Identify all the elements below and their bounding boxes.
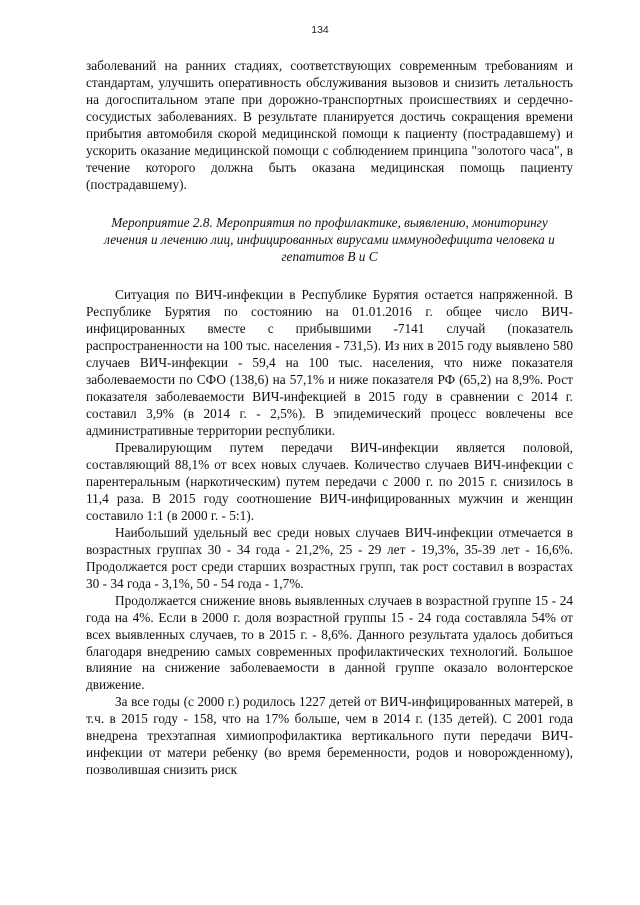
paragraph-hiv-situation: Ситуация по ВИЧ-инфекции в Республике Бурятия остается напряженной. В Республике Бурятия по состоянию на 01.01.2016 г. общее число ВИЧ-инфицированных вместе с прибывшими -7141 случай (показатель распространенности на 100 тыс. населения - 731,5). Из них в 2015 году выявлено 580 случаев ВИЧ-инфекции - 59,4 на 100 тыс. населения, что ниже показателя заболеваемости по СФО (138,6) на 57,1% и ниже показателя РФ (65,2) на 8,9%. Рост показателя заболеваемости ВИЧ-инфекцией в 2015 году в сравнении с 2014 г. составил 3,9% (в 2014 г. - 2,5%). В эпидемический процесс вовлечены все административные территории республики. (86, 287, 573, 439)
paragraph-transmission-route: Превалирующим путем передачи ВИЧ-инфекции является половой, составляющий 88,1% от всех новых случаев. Количество случаев ВИЧ-инфекции с парентеральным (наркотическим) путем передачи с 2000 г. по 2015 г. снизилось в 11,4 раза. В 2015 году соотношение ВИЧ-инфицированных мужчин и женщин составило 1:1 (в 2000 г. - 5:1). (86, 440, 573, 523)
paragraph-continuation: заболеваний на ранних стадиях, соответствующих современным требованиям и стандартам, улучшить оперативность обслуживания вызовов и снизить летальность на догоспитальном этапе при дорожно-транспортных происшествиях и сердечно-сосудистых заболеваниях. В результате планируется достичь сокращения времени прибытия автомобиля скорой медицинской помощи к пациенту (пострадавшему) и ускорить оказание медицинской помощи с соблюдением принципа "золотого часа", в течение которого должна быть оказана медицинская помощь пациенту (пострадавшему). (86, 58, 573, 192)
document-body (86, 58, 573, 779)
paragraph-youth-decline: Продолжается снижение вновь выявленных случаев в возрастной группе 15 - 24 года на 4%. Если в 2000 г. доля возрастной группы 15 - 24 года составляла 54% от всех выявленных случаев, то в 2015 г. - 8,6%. Данного результата удалось добиться благодаря внедрению самых современных профилактических технологий. Большое влияние на снижение заболеваемости в данной группе оказало волонтерское движение. (86, 592, 573, 693)
paragraph-children-born: За все годы (с 2000 г.) родилось 1227 детей от ВИЧ-инфицированных матерей, в т.ч. в 2015 году - 158, что на 17% больше, чем в 2014 г. (135 детей). С 2001 года внедрена трехэтапная химиопрофилактика вертикального пути передачи ВИЧ-инфекции от матери ребенку (во время беременности, родов и новорожденному), позволившая снизить риск (86, 694, 573, 778)
section-title: Мероприятие 2.8. Мероприятия по профилактике, выявлению, мониторингу лечения и лечению лиц, инфицированных вирусами иммунодефицита человека и гепатитов В и С (104, 214, 555, 264)
paragraph-age-groups: Наибольший удельный вес среди новых случаев ВИЧ-инфекции отмечается в возрастных группах 30 - 34 года - 21,2%, 25 - 29 лет - 19,3%, 35-39 лет - 16,6%. Продолжается рост среди старших возрастных групп, так рост составил в возрастах 30 - 34 года - 3,1%, 50 - 54 года - 1,7%. (86, 524, 573, 591)
page-number: 134 (311, 24, 329, 36)
